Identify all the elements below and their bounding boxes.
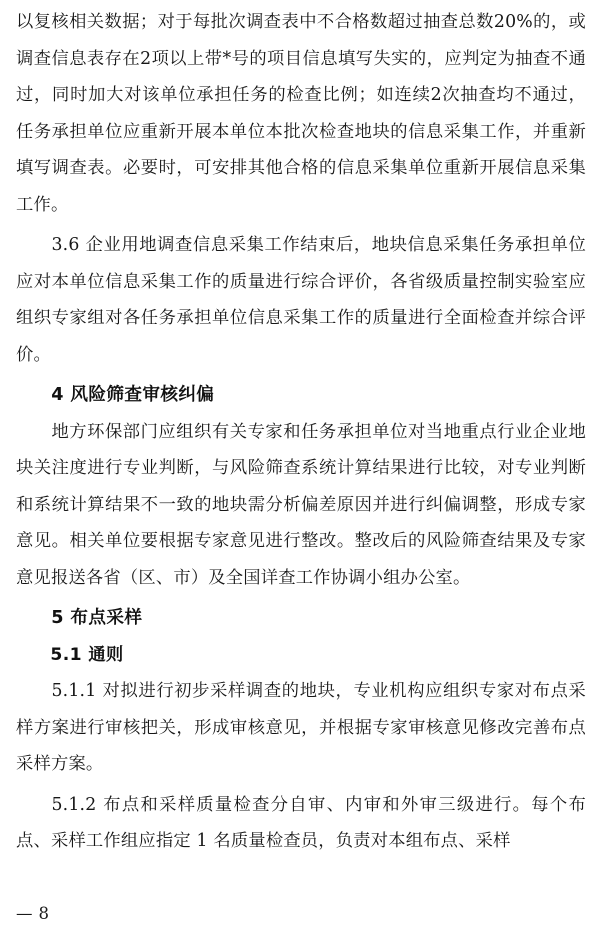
page-number: 8 [38, 904, 50, 923]
heading-4-risk-screening: 4 风险筛查审核纠偏 [51, 385, 215, 405]
page-content [16, 0, 586, 860]
page-footer [16, 904, 50, 924]
paragraph-section-4-body: 地方环保部门应组织有关专家和任务承担单位对当地重点行业企业地块关注度进行专业判断，与风险筛查系统计算结果进行比较，对专业判断和系统计算结果不一致的地块需分析偏差原因并进行纠偏调整，形成专家意见。相关单位要根据专家意见进行整改。整改后的风险筛查结果及专家意见报送各省（区、市）及全国详查工作协调小组办公室。 [16, 421, 586, 588]
paragraph-5-1-1: 5.1.1 对拟进行初步采样调查的地块，专业机构应组织专家对布点采样方案进行审核把关，形成审核意见，并根据专家审核意见修改完善布点采样方案。 [16, 681, 586, 774]
heading-5-sampling: 5 布点采样 [51, 608, 143, 628]
paragraph-5-1-2: 5.1.2 布点和采样质量检查分自审、内审和外审三级进行。每个布点、采样工作组应指定 1 名质量检查员，负责对本组布点、采样 [16, 794, 586, 851]
paragraph-continued: 以复核相关数据；对于每批次调查表中不合格数超过抽查总数20%的，或调查信息表存在2项以上带*号的项目信息填写失实的，应判定为抽查不通过，同时加大对该单位承担任务的检查比例；如连续2次抽查均不通过，任务承担单位应重新开展本单位本批次检查地块的信息采集工作，并重新填写调查表。必要时，可安排其他合格的信息采集单位重新开展信息采集工作。 [16, 12, 586, 215]
subheading-5-1-general: 5.1 通则 [50, 644, 124, 665]
paragraph-3-6: 3.6 企业用地调查信息采集工作结束后，地块信息采集任务承担单位应对本单位信息采集工作的质量进行综合评价，各省级质量控制实验室应组织专家组对各任务承担单位信息采集工作的质量进行全面检查并综合评价。 [16, 235, 586, 365]
footer-dash: — [16, 904, 33, 923]
